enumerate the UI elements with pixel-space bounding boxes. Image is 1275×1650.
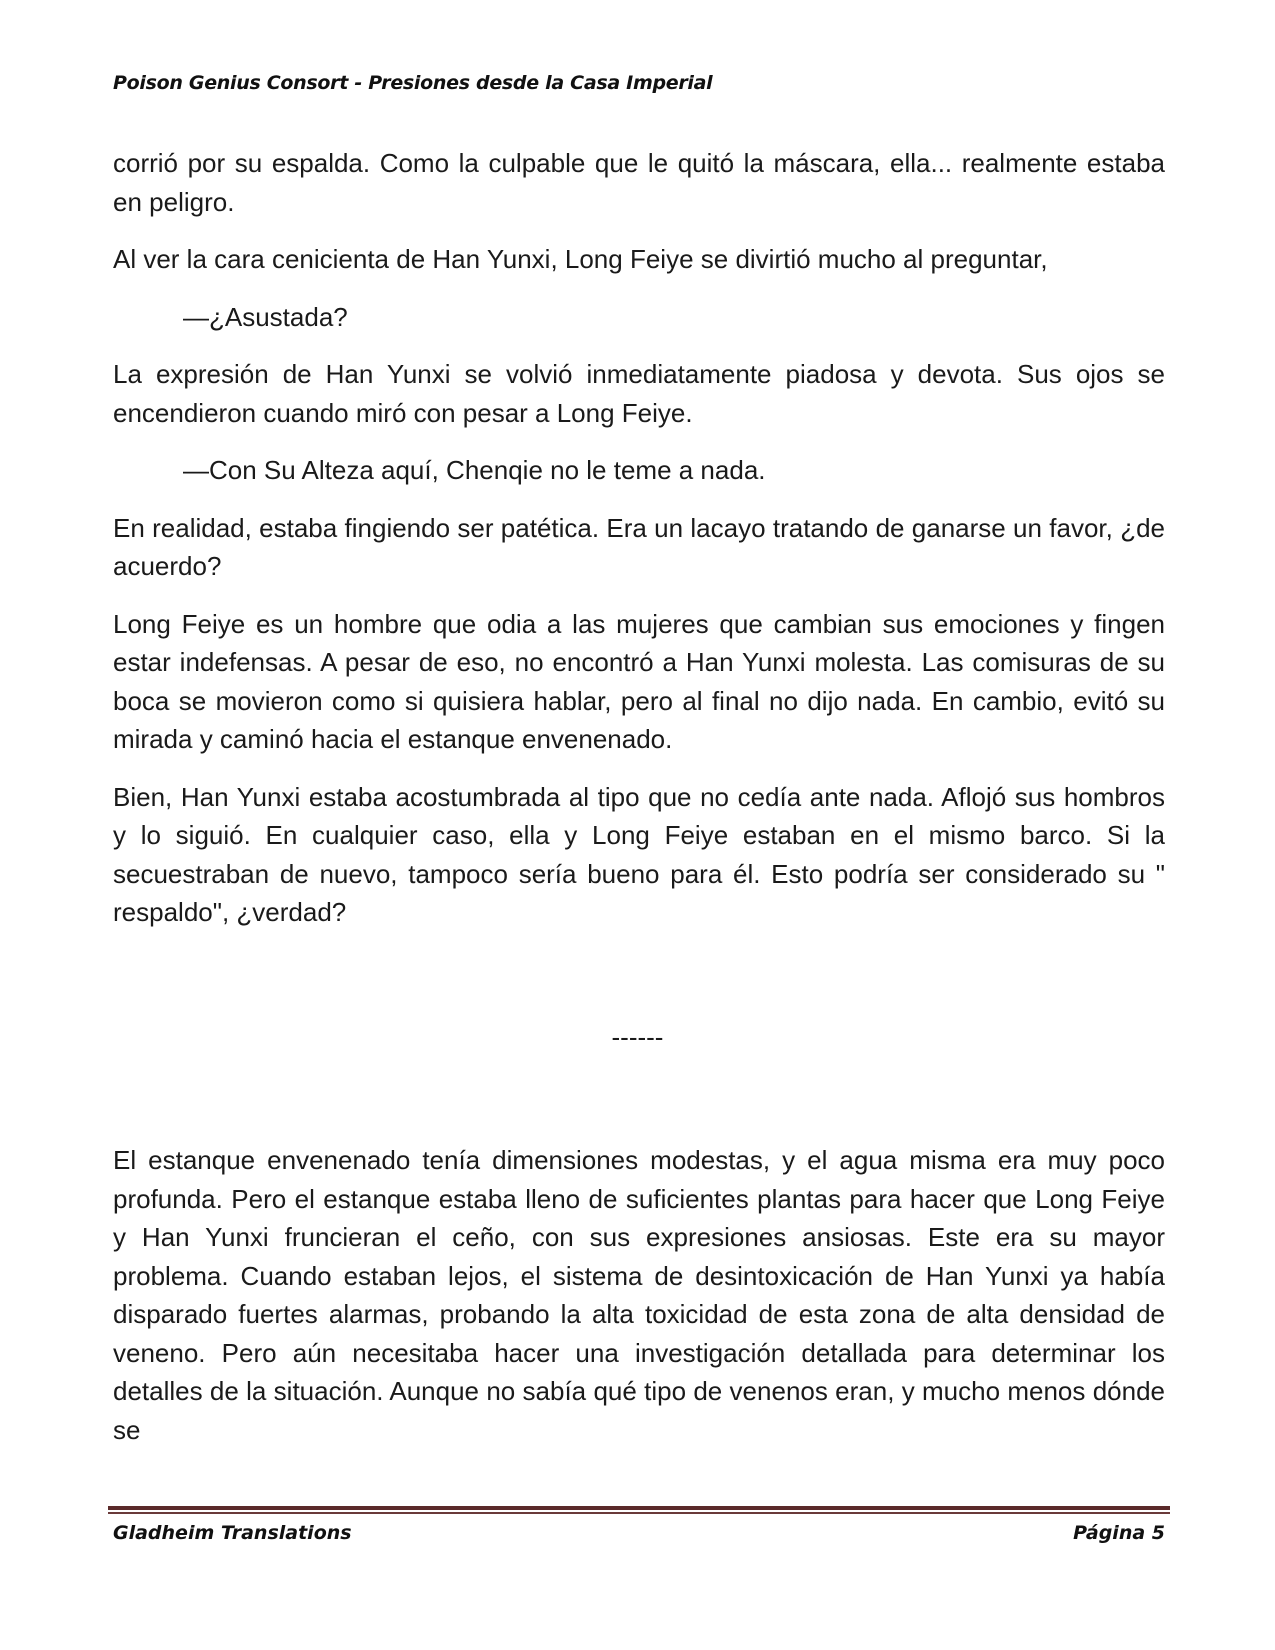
page-number: Página 5 [1073,1522,1165,1544]
page-header-title: Poison Genius Consort - Presiones desde la Casa Imperial [113,72,713,94]
paragraph: Bien, Han Yunxi estaba acostumbrada al tipo que no cedía ante nada. Aflojó sus hombros y lo siguió. En cualquier caso, ella y Long Feiye estaban en el mismo barco. Si la secuestraban de nuevo, tampoco sería bueno para él. Esto podría ser considerado su " respaldo", ¿verdad? [113,781,1165,927]
dialogue-line: —¿Asustada? [183,301,348,332]
paragraph: El estanque envenenado tenía dimensiones modestas, y el agua misma era muy poco profunda. Pero el estanque estaba lleno de suficientes plantas para hacer que Long Feiye y Han Yunxi fruncieran el ceño, con sus expresiones ansiosas. Este era su mayor problema. Cuando estaban lejos, el sistema de desintoxicación de Han Yunxi ya había disparado fuertes alarmas, probando la alta toxicidad de esta zona de alta densidad de veneno. Pero aún necesitaba hacer una investigación detallada para determinar los detalles de la situación. Aunque no sabía qué tipo de venenos eran, y mucho menos dónde se [113,1145,1165,1445]
paragraph: corrió por su espalda. Como la culpable que le quitó la máscara, ella... realmente estaba en peligro. [113,148,1165,217]
paragraph: Long Feiye es un hombre que odia a las mujeres que cambian sus emociones y fingen estar indefensas. A pesar de eso, no encontró a Han Yunxi molesta. Las comisuras de su boca se movieron como si quisiera hablar, pero al final no dijo nada. En cambio, evitó su mirada y caminó hacia el estanque envenenado. [113,608,1165,754]
paragraph: La expresión de Han Yunxi se volvió inmediatamente piadosa y devota. Sus ojos se encendieron cuando miró con pesar a Long Feiye. [113,359,1165,428]
footer-divider [108,1506,1170,1514]
footer-divider-thin [108,1512,1170,1514]
body-text [113,144,1165,951]
footer-publisher: Gladheim Translations [113,1522,352,1544]
dialogue-line: —Con Su Alteza aquí, Chenqie no le teme a nada. [183,455,766,485]
paragraph: En realidad, estaba fingiendo ser patética. Era un lacayo tratando de ganarse un favor, ¿de acuerdo? [113,512,1165,581]
section-separator: ------ [611,1022,664,1052]
body-text-continued [113,1141,1165,1468]
paragraph: Al ver la cara cenicienta de Han Yunxi, Long Feiye se divirtió mucho al preguntar, [113,244,1048,274]
